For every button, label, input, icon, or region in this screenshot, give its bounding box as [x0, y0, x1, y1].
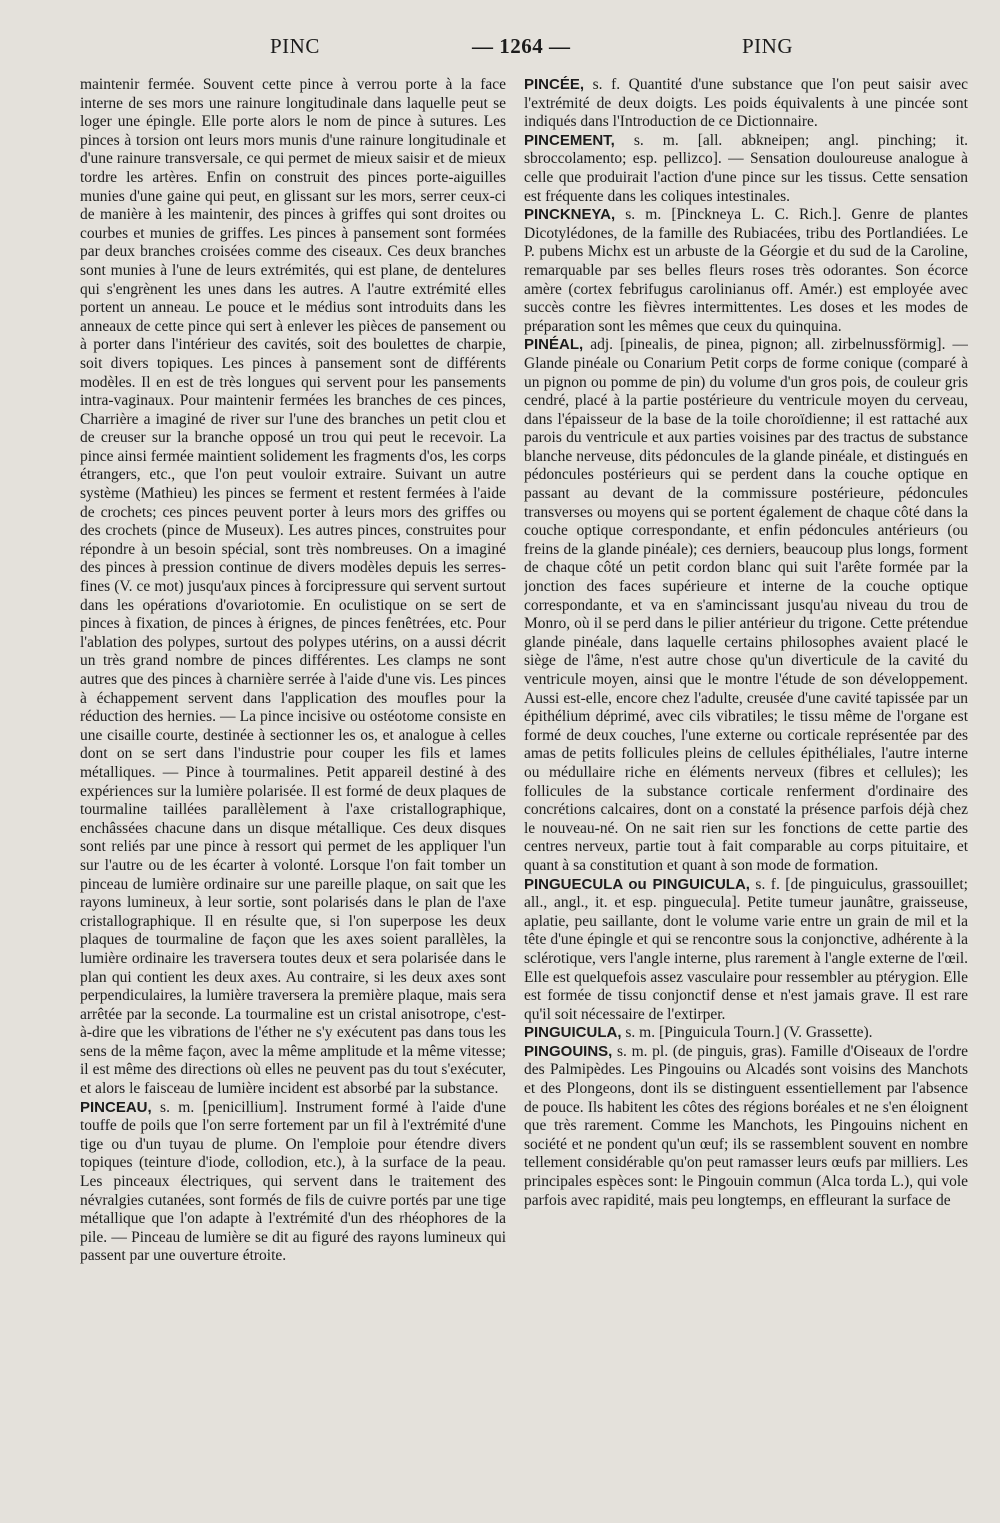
entry-pinguicula [524, 1024, 968, 1043]
entry-pincee [524, 76, 968, 132]
headword-pinguecula: PINGUECULA ou PINGUICULA, [524, 875, 750, 893]
headword-pinceau: PINCEAU, [80, 1098, 152, 1116]
right-column [524, 76, 968, 1506]
headword-pineal: PINÉAL, [524, 336, 584, 354]
pince-continuation-paragraph: maintenir fermée. Souvent cette pince à verrou porte à la face interne de ses mors une rainure longitudinale dans laquelle peut se loger une épingle. Elle porte alors le nom de pince à sutures. Les pinces à torsion ont leurs mors munis d'une rainure longitudinale et d'une rainure transversale, ce qui permet de mieux saisir et de mieux tordre les artères. Enfin on construit des pinces porte-aiguilles munies d'une gaine qui peut, en glissant sur les mors, serrer ceux-ci de manière à les maintenir, des pinces à griffes qui sont droites ou courbes et munies de griffes. Les pinces à pansement sont formées par deux branches croisées comme des ciseaux. Ces deux branches sont munies à l'une de leurs extrémités, qui est plane, de dentelures qui s'engrènent les unes dans les autres. A l'autre extrémité elles portent un anneau. Le pouce et le médius sont introduits dans les anneaux de cette pince qui sert à enlever les pièces de pansement ou à porter dans l'intérieur des cavités, soit des boulettes de charpie, soit divers topiques. Les pinces à pansement sont de différents modèles. Il en est de très longues qui servent pour les pansements intra-vaginaux. Pour maintenir fermées les branches de ces pinces, Charrière a imaginé de river sur l'une des branches un petit clou et de creuser sur la branche opposé un trou qui peut le recevoir. La pince ainsi fermée maintient solidement les fragments d'os, les corps étrangers, etc., que l'on peut vouloir extraire. Suivant un autre système (Mathieu) les pinces se ferment et restent fermées à l'aide de crochets; ces pinces peuvent porter à leurs mors des griffes ou des crochets (pince de Museux). Les autres pinces, construites pour répondre à un besoin spécial, sont très nombreuses. On a imaginé des pinces à pression continue de divers modèles depuis les serres-fines (V. ce mot) jusqu'aux pinces à forcipressure qui servent surtout dans les opérations d'ovariotomie. En oculistique on se sert de pinces à fixation, de pinces à érignes, de pinces fenêtrées, etc. Pour l'ablation des polypes, surtout des polypes utérins, on a aussi décrit un très grand nombre de pinces différentes. Les clamps ne sont autres que des pinces à charnière serrée à l'aide d'une vis. Les pinces à échappement servent dans l'application des moufles pour la réduction des hernies. — La pince incisive ou ostéotome consiste en une cisaille courte, destinée à sectionner les os, et analogue à celles dont on se sert dans l'industrie pour couper les fils et lames métalliques. — Pince à tourmalines. Petit appareil destiné à des expériences sur la lumière polarisée. Il est formé de deux plaques de tourmaline taillées parallèlement à l'axe cristallographique, enchâssées chacune dans un disque métallique. Ces deux disques sont reliés par une pince à ressort qui permet de les appliquer l'un sur l'autre ou de les écarter à volonté. Lorsque l'on fait tomber un pinceau de lumière ordinaire sur une pareille plaque, on sait que les rayons lumineux, à leur sortie, sont polarisés dans le plan de l'axe cristallographique. Il en résulte que, si l'on superpose les deux plaques de tourmaline de façon que les axes soient parallèles, la lumière ordinaire les traversera toutes deux et sera polarisée dans le plan qui contient les deux axes. Au contraire, si les deux axes sont perpendiculaires, la lumière traversera la première plaque, mais sera arrêtée par la seconde. La tourmaline est un cristal anisotrope, c'est-à-dire que les vibrations de l'éther ne s'y exécutent pas dans tous les sens de la même façon, avec la même amplitude et la même vitesse; il est même des directions où elles ne peuvent pas du tout s'exécuter, et alors le faisceau de lumière incident est absorbé par la substance. [80, 76, 506, 1098]
header-right-word: PING [742, 34, 794, 58]
definition-pineal: adj. [pinealis, de pinea, pignon; all. zirbelnussförmig]. — Glande pinéale ou Conarium Petit corps de forme conique (comparé à un pignon ou pomme de pin) du volume d'un gros pois, de couleur gris cendré, placé à la partie postérieure du ventricule moyen du cerveau, dans l'épaisseur de la base de la toile choroïdienne; il est rattaché aux parois du ventricule et aux parties voisines par des tractus de substance blanche nerveuse, dits pédoncules de la glande pinéale, et distingués en pédoncules postérieurs qui se perdent dans la couche optique en passant au devant de la commissure postérieure, pédoncules transverses ou moyens qui se portent également de chaque côté dans la couche optique correspondante, et enfin pédoncules antérieurs (ou freins de la glande pinéale); ces derniers, beaucoup plus longs, forment de chaque côté un petit cordon blanc qui suit l'arête formée par la jonction des faces supérieure et interne de la couche optique correspondante, et va en s'amincissant jusqu'au niveau du trou de Monro, où il se perd dans le pilier antérieur du trigone. Cette prétendue glande pinéale, dans laquelle certains philosophes avaient placé le siège de l'âme, n'est autre chose qu'un diverticule de la cavité du ventricule moyen, ainsi que le montre l'étude de son développement. Aussi est-elle, encore chez l'adulte, creusée d'une cavité tapissée par un épithélium déprimé, avec cils vibratiles; le tissu même de l'organe est formé de deux couches, l'une externe ou corticale représentée par des amas de petits follicules pleins de cellules épithéliales, l'autre interne ou médullaire riche en éléments nerveux (fibres et cellules); les follicules de la substance corticale renferment d'ordinaire des concrétions calcaires, dont on a constaté la présence parfois déjà chez le nouveau-né. On ne sait rien sur les fonctions de cette partie des centres nerveux, partie tout à fait comparable au corps pituitaire, et quant à sa constitution et quant à son mode de formation. [524, 336, 968, 874]
headword-pinckneya: PINCKNEYA, [524, 206, 616, 224]
definition-pinceau: s. m. [penicillium]. Instrument formé à l'aide d'une touffe de poils que l'on serre fortement par un fil à l'extrémité d'une tige ou d'un tuyau de plume. On l'emploie pour étendre divers topiques (teinture d'iode, collodion, etc.), à la surface de la peau. Les pinceaux électriques, qui servent dans le traitement des névralgies cutanées, sont formés de fils de cuivre portés par une tige métallique que l'on adapte à l'extrémité d'un des rhéophores de la pile. — Pinceau de lumière se dit au figuré des rayons lumineux qui passent par une ouverture étroite. [80, 1098, 506, 1265]
entry-pinguecula [524, 876, 968, 1025]
definition-pinckneya: s. m. [Pinckneya L. C. Rich.]. Genre de plantes Dicotylédones, de la famille des Rubiacées, tribu des Portlandiées. Le P. pubens Michx est un arbuste de la Géorgie et du sud de la Caroline, remarquable par ses belles fleurs roses très odorantes. Son écorce amère (cortex febrifugus carolinianus off. Amér.) est employée avec succès contre les fièvres intermittentes. Les doses et les modes de préparation sont les mêmes que ceux du quinquina. [524, 206, 968, 335]
headword-pincee: PINCÉE, [524, 76, 585, 93]
definition-pinguecula: s. f. [de pinguiculus, grassouillet; all., angl., it. et esp. pinguecula]. Petite tumeur jaunâtre, graisseuse, aplatie, peu saillante, dont le volume varie entre un grain de mil et la tête d'une épingle et qui se rencontre sous la conjonctive, adhérente à la sclérotique, vers l'angle interne, plus rarement à l'angle externe de l'œil. Elle est quelquefois assez vasculaire pour ressembler au ptérygion. Elle est formée de tissu conjonctif dense et n'est jamais grave. Il est rare qu'il soit nécessaire de l'extirper. [524, 875, 968, 1023]
headword-pinguicula: PINGUICULA, [524, 1024, 622, 1042]
definition-pincee: s. f. Quantité d'une substance que l'on peut saisir avec l'extrémité de deux doigts. Les poids équivalents à une pincée sont indiqués dans l'Introduction de ce Dictionnaire. [524, 76, 968, 131]
entry-pinckneya [524, 206, 968, 336]
definition-pinguicula: s. m. [Pinguicula Tourn.] (V. Grassette). [621, 1024, 873, 1042]
left-column [80, 76, 506, 1506]
page-header [0, 34, 1000, 68]
headword-pincement: PINCEMENT, [524, 131, 615, 149]
entry-pinceau [80, 1099, 506, 1266]
page-number: — 1264 — [472, 34, 571, 58]
definition-pingouins: s. m. pl. (de pinguis, gras). Famille d'Oiseaux de l'ordre des Palmipèdes. Les Pingouins ou Alcadés sont voisins des Manchots et des Plongeons, dont ils se distinguent essentiellement par l'absence de pouce. Ils habitent les côtes des régions boréales et ne s'en éloignent que très rarement. Comme les Manchots, les Pingouins nichent en société et ne pondent qu'un œuf; ils se rassemblent souvent en nombre tellement considérable qu'on peut ramasser leurs œufs par milliers. Les principales espèces sont: le Pingouin commun (Alca torda L.), qui vole parfois avec rapidité, mais peu longtemps, en effleurant la surface de [524, 1042, 968, 1209]
entry-pingouins [524, 1043, 968, 1210]
headword-pingouins: PINGOUINS, [524, 1042, 613, 1060]
entry-pineal [524, 336, 968, 875]
header-left-word: PINC [270, 34, 320, 58]
entry-pincement [524, 132, 968, 206]
definition-pincement: s. m. [all. abkneipen; angl. pinching; it. sbroccolamento; esp. pellizco]. — Sensation douloureuse analogue à celle que produirait l'action d'une pince sur les tissus. Cette sensation est fréquente dans les coliques intestinales. [524, 131, 968, 205]
